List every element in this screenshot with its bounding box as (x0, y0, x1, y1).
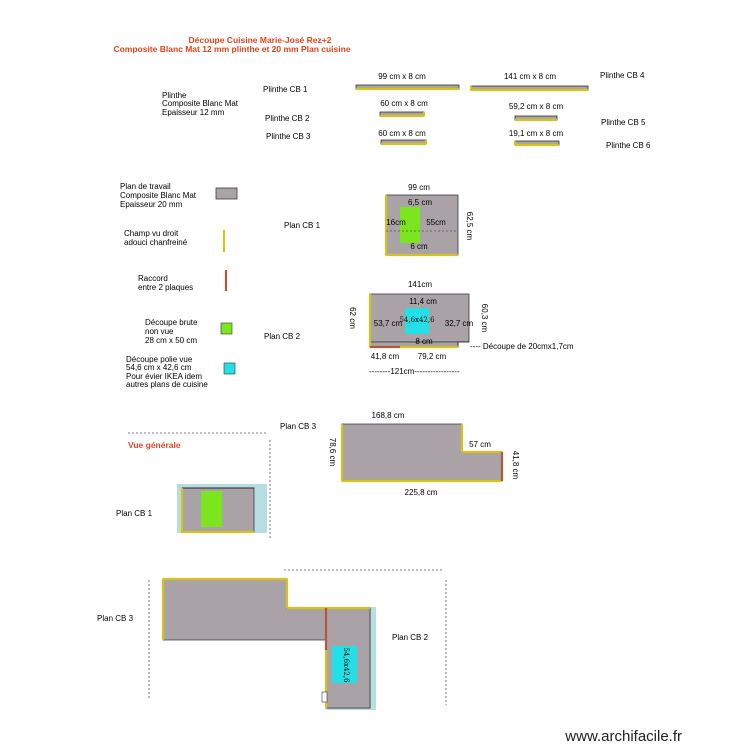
plan-cb2-seg1: 41,8 cm (370, 352, 400, 361)
vue-cb1-panel (177, 484, 267, 533)
vue-general-layout (163, 579, 376, 710)
vue-cb3-label: Plan CB 3 (97, 614, 134, 623)
plinthe-legend-line3: Epaisseur 12 mm (162, 108, 225, 117)
plinthe-cb3-dim: 60 cm x 8 cm (378, 129, 426, 138)
plan-cb2-bottom: 8 cm (415, 337, 433, 346)
plan-cb2-left: 53,7 cm (373, 319, 403, 328)
plinthe-cb3-label: Plinthe CB 3 (266, 132, 311, 141)
legend-panel-swatch (216, 188, 237, 199)
plan-cb2-right: 32,7 cm (444, 319, 474, 328)
plan-cb1-width: 99 cm (408, 183, 430, 192)
plinthe-cb4-dim: 141 cm x 8 cm (503, 72, 557, 81)
plan-cb3-panel (342, 424, 502, 481)
legend-decoupe-brute-3: 28 cm x 50 cm (145, 336, 198, 345)
plinthe-cb5-bar (515, 116, 557, 120)
plinthe-cb2-dim: 60 cm x 8 cm (380, 99, 428, 108)
plan-cb1-top: 6,5 cm (407, 198, 433, 207)
plinthe-cb4-bar (471, 86, 588, 90)
plinthe-cb5-dim: 59,2 cm x 8 cm (508, 102, 564, 111)
legend-decoupe-brute-2: non vue (145, 327, 174, 336)
plinthe-cb2-label: Plinthe CB 2 (265, 114, 310, 123)
plan-cb3-right-height: 41,8 cm (511, 450, 520, 480)
page-subtitle: Composite Blanc Mat 12 mm plinthe et 20 mm Plan cuisine (113, 44, 351, 54)
vue-cb1-label: Plan CB 1 (116, 509, 153, 518)
legend-decoupe-polie-4: autres plans de cuisine (126, 380, 208, 389)
legend-cyan-swatch (224, 363, 235, 374)
plan-cb2-notch: ---- Découpe de 20cmx1,7cm (470, 342, 574, 351)
plan-cb3-left-height: 78,6 cm (328, 437, 337, 467)
legend-plan-travail-3: Epaisseur 20 mm (120, 200, 183, 209)
legend-green-swatch (221, 323, 232, 334)
legend-raccord-2: entre 2 plaques (138, 283, 194, 292)
plan-cb2-sink: 54,6x42,6 (399, 316, 435, 324)
plinthe-cb1-label: Plinthe CB 1 (263, 85, 308, 94)
plan-cb2-right-height: 60,3 cm (480, 303, 489, 333)
plan-cb2-seg2: 79,2 cm (417, 352, 447, 361)
plinthe-cb5-label: Plinthe CB 5 (601, 118, 646, 127)
plinthe-cb2-bar (380, 112, 424, 116)
plan-cb3-bottom: 225,8 cm (404, 488, 438, 497)
legend-plan-travail-1: Plan de travail (120, 182, 171, 191)
plan-cb1-bottom: 6 cm (410, 242, 428, 251)
plan-cb3-top: 168,8 cm (371, 411, 405, 420)
plan-cb2-left-height: 62 cm (348, 307, 357, 329)
legend-champ-2: adouci chanfreiné (124, 238, 188, 247)
plinthe-cb6-dim: 19,1 cm x 8 cm (508, 129, 564, 138)
plan-cb1-right: 55cm (426, 218, 446, 227)
vue-sink-label: 54,6x42,6 (342, 647, 350, 683)
plan-cb2-total: --------121cm----------------- (369, 367, 460, 376)
legend-decoupe-polie-2: 54,6 cm x 42,6 cm (126, 363, 192, 372)
plan-cb1-height: 62,5 cm (465, 211, 474, 241)
plan-cb1-left: 16cm (386, 218, 406, 227)
plan-cb3-label: Plan CB 3 (280, 422, 317, 431)
plinthe-legend-line2: Composite Blanc Mat (162, 99, 239, 108)
plinthe-cb3-bar (381, 140, 426, 144)
plan-cb3-notch-width: 57 cm (469, 440, 491, 449)
plinthe-cb4-label: Plinthe CB 4 (600, 71, 645, 80)
page-title: Découpe Cuisine Marie-José Rez+2 (188, 35, 332, 45)
legend-plan-travail-2: Composite Blanc Mat (120, 191, 197, 200)
plan-cb2-label: Plan CB 2 (264, 332, 301, 341)
legend-champ-1: Champ vu droit (124, 229, 179, 238)
watermark: www.archifacile.fr (565, 728, 682, 745)
legend-decoupe-polie-3: Pour évier IKEA idem (126, 372, 203, 381)
plan-cb1-label: Plan CB 1 (284, 221, 321, 230)
vue-title: Vue générale (128, 440, 181, 450)
plinthe-cb1-bar (356, 85, 459, 89)
plinthe-cb1-dim: 99 cm x 8 cm (378, 72, 426, 81)
plan-cb2-width: 141cm (407, 280, 433, 289)
plinthe-legend-line1: Plinthe (162, 91, 187, 100)
plan-cb2-top: 11,4 cm (409, 297, 437, 306)
legend-raccord-1: Raccord (138, 274, 168, 283)
plinthe-cb6-bar (515, 141, 559, 145)
vue-cb2-label: Plan CB 2 (392, 633, 429, 642)
legend-decoupe-brute-1: Découpe brute (145, 318, 198, 327)
legend-decoupe-polie-1: Découpe polie vue (126, 355, 193, 364)
plinthe-cb6-label: Plinthe CB 6 (606, 141, 651, 150)
